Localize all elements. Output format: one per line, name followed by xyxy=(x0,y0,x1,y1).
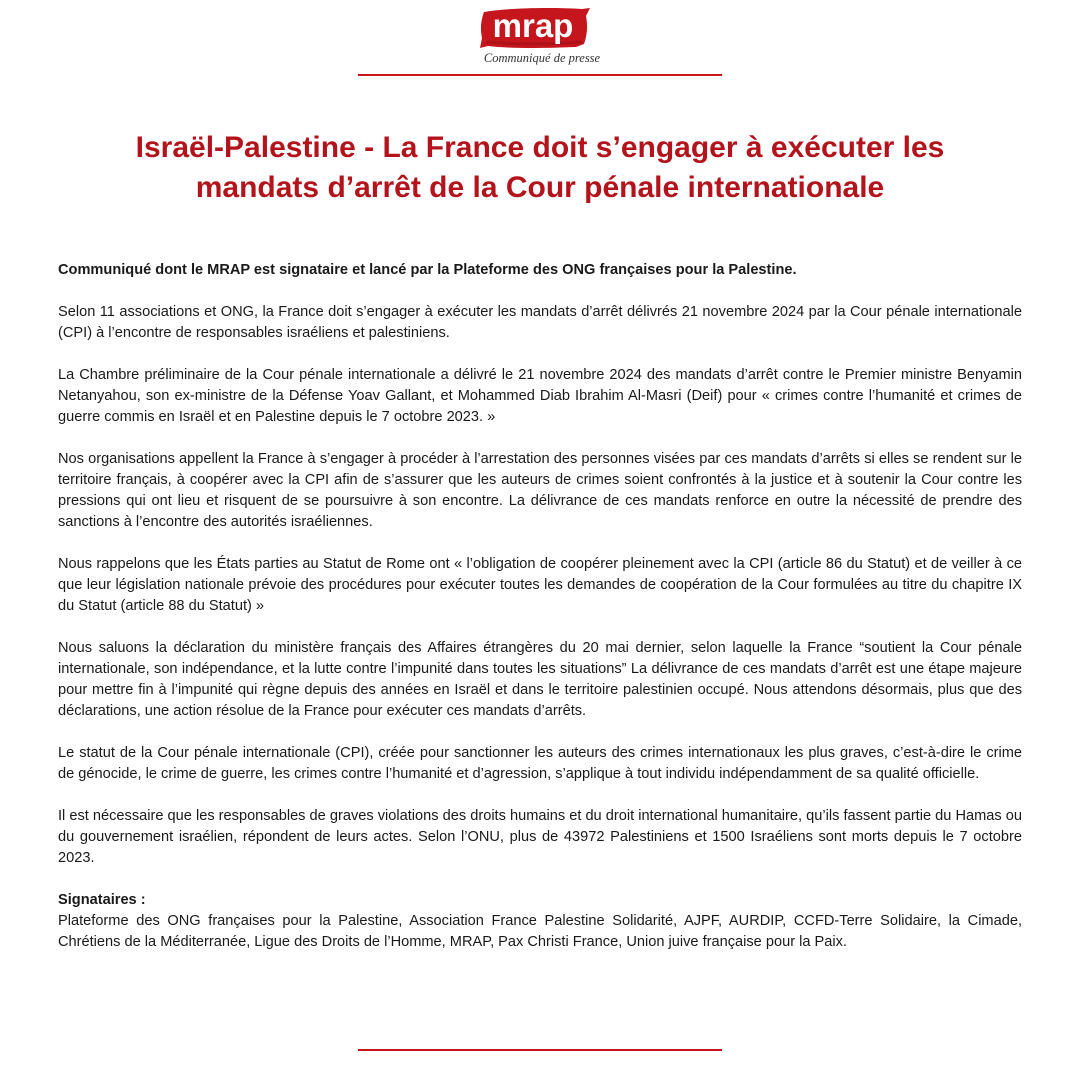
press-release-subtitle: Communiqué de presse xyxy=(483,51,601,65)
signatories-heading: Signataires : xyxy=(58,892,146,908)
paragraph: Il est nécessaire que les responsables de graves violations des droits humains et du droit international humanitaire, qu’ils fassent partie du Hamas ou du gouvernement israélien, répondent de leurs actes. Selon l’ONU, plus de 43972 Palestiniens et 1500 Israéliens sont morts depuis le 7 octobre 2023. xyxy=(58,808,1022,866)
paragraph: Nos organisations appellent la France à s’engager à procéder à l’arrestation des personnes visées par ces mandats d’arrêts si elles se rendent sur le territoire français, à coopérer avec la CPI afin de s’assurer que les auteurs de crimes soient confrontés à la justice et à soutenir la Cour contre les pressions qui ont lieu et risquent de se poursuivre à son encontre. La délivrance de ces mandats renforce en outre la nécessité de prendre des sanctions à l’encontre des autorités israéliennes. xyxy=(58,451,1022,530)
signatories-list: Plateforme des ONG françaises pour la Palestine, Association France Palestine Solidarité, AJPF, AURDIP, CCFD-Terre Solidaire, la Cimade, Chrétiens de la Méditerranée, Ligue des Droits de l’Homme, MRAP, Pax Christi France, Union juive française pour la Paix. xyxy=(58,913,1022,950)
paragraph: Le statut de la Cour pénale internationale (CPI), créée pour sanctionner les auteurs des crimes internationaux les plus graves, c’est-à-dire le crime de génocide, le crime de guerre, les crimes contre l’humanité et d’agression, s’applique à tout individu indépendamment de sa qualité officielle. xyxy=(58,745,1022,782)
paragraph: Nous saluons la déclaration du ministère français des Affaires étrangères du 20 mai dernier, selon laquelle la France “soutient la Cour pénale internationale, son indépendance, et la lutte contre l’impunité dans toutes les situations” La délivrance de ces mandats d’arrêt est une étape majeure pour mettre fin à l’impunité qui règne depuis des années en Israël et dans le territoire palestinien occupé. Nous attendons désormais, plus que des déclarations, une action résolue de la France pour exécuter ces mandats d’arrêts. xyxy=(58,640,1022,719)
title-line-1: Israël-Palestine - La France doit s’engager à exécuter les xyxy=(135,131,945,164)
page-title xyxy=(90,128,990,208)
top-divider xyxy=(358,74,722,76)
paragraph: La Chambre préliminaire de la Cour pénale internationale a délivré le 21 novembre 2024 des mandats d’arrêt contre le Premier ministre Benyamin Netanyahou, son ex-ministre de la Défense Yoav Gallant, et Mohammed Diab Ibrahim Al-Masri (Deif) pour « crimes contre l’humanité et crimes de guerre commis en Israël et en Palestine depuis le 7 octobre 2023. » xyxy=(58,367,1022,425)
mrap-logo xyxy=(478,6,608,50)
paragraph: Nous rappelons que les États parties au Statut de Rome ont « l’obligation de coopérer pleinement avec la CPI (article 86 du Statut) et de veiller à ce que leur législation nationale prévoie des procédures pour exécuter toutes les demandes de coopération de la Cour formulées au titre du chapitre IX du Statut (article 88 du Statut) » xyxy=(58,556,1022,614)
signatories-block xyxy=(58,890,1022,953)
title-line-2: mandats d’arrêt de la Cour pénale internationale xyxy=(195,171,885,204)
article-body xyxy=(58,260,1022,974)
paragraph: Selon 11 associations et ONG, la France doit s’engager à exécuter les mandats d’arrêt délivrés 21 novembre 2024 par la Cour pénale internationale (CPI) à l’encontre de responsables israéliens et palestiniens. xyxy=(58,304,1022,341)
logo-text: mrap xyxy=(492,7,574,44)
lead-paragraph: Communiqué dont le MRAP est signataire et lancé par la Plateforme des ONG françaises pour la Palestine. xyxy=(58,262,797,278)
bottom-divider xyxy=(358,1049,722,1051)
header xyxy=(0,0,1080,80)
